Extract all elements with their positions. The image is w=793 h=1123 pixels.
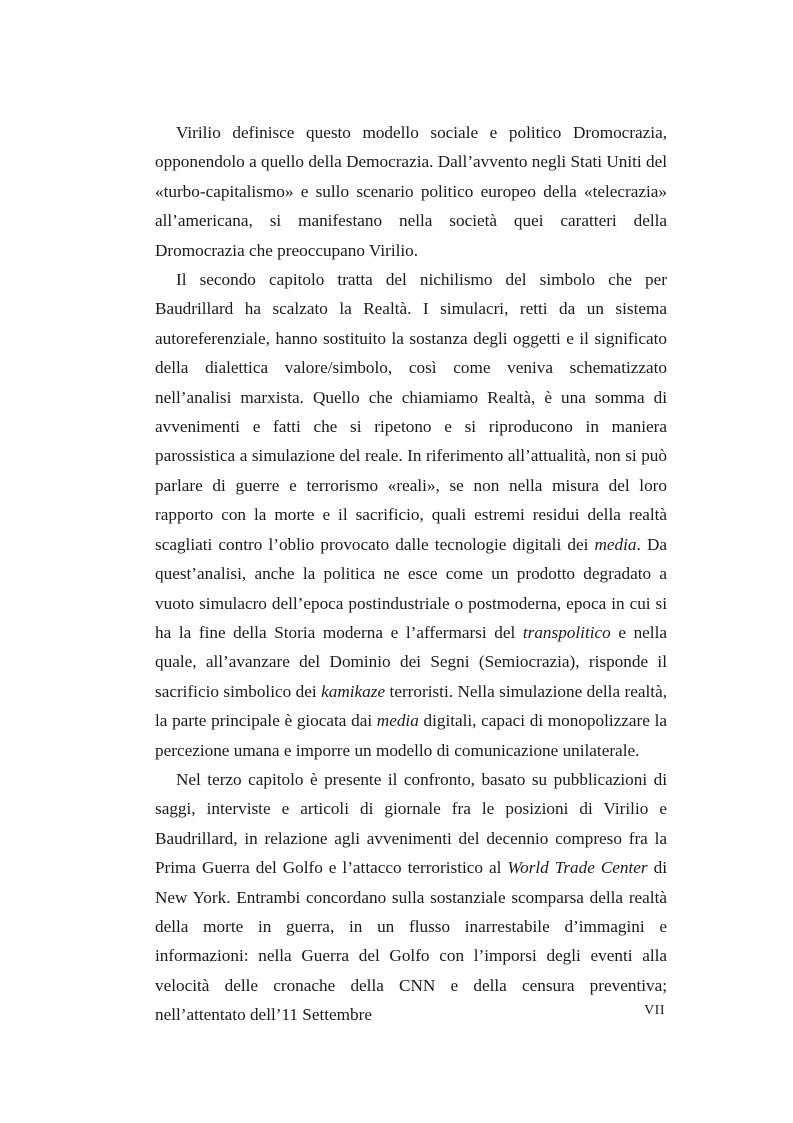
paragraph-text: digitali, capaci di monopolizzare la percezione umana e imporre un modello di comunicazione unilaterale. [155,711,667,760]
paragraph-text: Virilio definisce questo modello sociale e politico Dromocrazia, opponendolo a quello della Democrazia. Dall’avvento negli Stati Uniti del «turbo-capitalismo» e sullo scenario politico europeo della «telecrazia» all’americana, si manifestano nella società quei caratteri della Dromocrazia che preoccupano Virilio. [155,123,667,260]
italic-term-media: media [376,711,419,731]
paragraph-text: . Da quest’analisi, anche la politica ne esce come un prodotto degradato a vuoto simulacro dell’epoca postindustriale o postmoderna, epoca in cui si ha la fine della Storia moderna e l’affermarsi del [155,534,667,642]
paragraph-text: e nella quale, all’avanzare del Dominio dei Segni (Semiocrazia), risponde il sacrificio simbolico dei [155,622,667,701]
paragraph-text: terroristi. Nella simulazione della realtà, la parte principale è giocata dai [155,681,668,731]
italic-term-kamikaze: kamikaze [321,681,386,701]
paragraph-text: Il secondo capitolo tratta del nichilismo del simbolo che per Baudrillard ha scalzato la Realtà. I simulacri, retti da un sistema autoreferenziale, hanno sostituito la sostanza degli oggetti e il significato della dialettica valore/simbolo, così come veniva schematizzato nell’analisi marxista. Quello che chiamiamo Realtà, è una somma di avvenimenti e fatti che si ripetono e si riproducono in maniera parossistica a simulazione del reale. In riferimento all’attualità, non si può parlare di guerre e terrorismo «reali», se non nella misura del loro rapporto con la morte e il sacrificio, quali estremi residui della realtà scagliati contro l’oblio provocato dalle tecnologie digitali dei [155,270,667,554]
page-number: VII [644,1003,665,1018]
paragraph-text: Nel terzo capitolo è presente il confronto, basato su pubblicazioni di saggi, interviste e articoli di giornale fra le posizioni di Virilio e Baudrillard, in relazione agli avvenimenti del decennio compreso fra la Prima Guerra del Golfo e l’attacco terroristico al [155,769,667,878]
italic-term-transpolitico: transpolitico [522,622,611,642]
paragraph-2 [155,265,667,765]
italic-term-media: media [594,534,637,554]
italic-term-world-trade-center: World Trade Center [507,858,648,878]
paragraph-3 [155,765,667,1030]
body-text [155,118,667,1030]
paragraph-text: di New York. Entrambi concordano sulla sostanziale scomparsa della realtà della morte in guerra, in un flusso inarrestabile d’immagini e informazioni: nella Guerra del Golfo con l’imporsi degli eventi alla velocità delle cronache della CNN e della censura preventiva; nell’attentato dell’11 Settembre [155,858,667,1025]
paragraph-1 [155,118,667,265]
